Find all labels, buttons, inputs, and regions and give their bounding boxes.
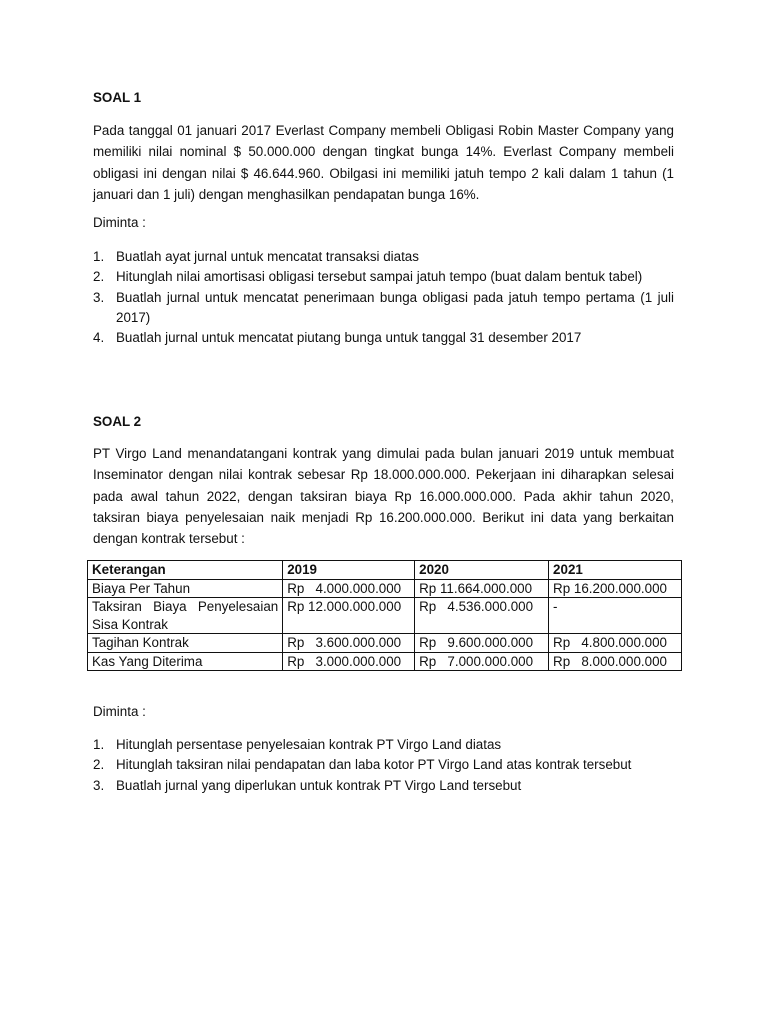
table-cell: Biaya Per Tahun: [88, 579, 283, 598]
list-text: Hitunglah nilai amortisasi obligasi tersebut sampai jatuh tempo (buat dalam bentuk tabel): [116, 269, 643, 285]
list-item: [93, 735, 674, 755]
soal1-diminta: Diminta :: [93, 215, 146, 230]
soal1-heading: SOAL 1: [93, 90, 142, 105]
table-header-cell: 2019: [283, 561, 415, 580]
table-cell: Rp 8.000.000.000: [549, 652, 682, 671]
table-cell: Rp 3.000.000.000: [283, 652, 415, 671]
list-number: 3.: [93, 289, 105, 305]
table-cell: Rp 11.664.000.000: [415, 579, 549, 598]
soal2-heading: SOAL 2: [93, 414, 142, 429]
list-number: 1.: [93, 737, 105, 752]
table-cell: Rp 16.200.000.000: [549, 579, 682, 598]
list-text: Hitunglah persentase penyelesaian kontrak PT Virgo Land diatas: [116, 737, 502, 752]
table-cell: Tagihan Kontrak: [88, 634, 283, 653]
list-text: Buatlah jurnal untuk mencatat penerimaan bunga obligasi pada jatuh tempo pertama (1 juli 2017): [116, 289, 674, 325]
table-cell: Rp 4.800.000.000: [549, 634, 682, 653]
contract-table: [87, 560, 682, 671]
table-header-row: [88, 561, 682, 580]
table-cell: Rp 9.600.000.000: [415, 634, 549, 653]
list-item: [93, 755, 674, 775]
list-number: 1.: [93, 249, 105, 264]
list-item: [93, 328, 674, 348]
soal1-paragraph: Pada tanggal 01 januari 2017 Everlast Company membeli Obligasi Robin Master Company yang memiliki nilai nominal $ 50.000.000 dengan tingkat bunga 14%. Everlast Company membeli obligasi ini dengan nilai $ 46.644.960. Obilgasi ini memiliki jatuh tempo 2 kali dalam 1 tahun (1 januari dan 1 juli) dengan menghasilkan pendapatan bunga 16%.: [93, 123, 674, 202]
list-number: 2.: [93, 269, 105, 285]
table-cell: Rp 3.600.000.000: [283, 634, 415, 653]
list-item: [93, 247, 674, 267]
list-text: Buatlah jurnal untuk mencatat piutang bunga untuk tanggal 31 desember 2017: [116, 330, 582, 346]
list-text: Hitunglah taksiran nilai pendapatan dan laba kotor PT Virgo Land atas kontrak tersebut: [116, 757, 632, 773]
list-item: [93, 288, 674, 329]
table-header-cell: 2020: [415, 561, 549, 580]
list-number: 3.: [93, 777, 105, 793]
table-row: [88, 598, 682, 634]
table-cell: Rp 4.536.000.000: [415, 598, 549, 634]
table-row: [88, 579, 682, 598]
table-cell: Rp 12.000.000.000: [283, 598, 415, 634]
list-text: Buatlah jurnal yang diperlukan untuk kontrak PT Virgo Land tersebut: [116, 777, 522, 793]
soal2-paragraph: PT Virgo Land menandatangani kontrak yang dimulai pada bulan januari 2019 untuk membuat Inseminator dengan nilai kontrak sebesar Rp 18.000.000.000. Pekerjaan ini diharapkan selesai pada awal tahun 2022, dengan taksiran biaya Rp 16.000.000.000. Pada akhir tahun 2020, taksiran biaya penyelesaian naik menjadi Rp 16.200.000.000. Berikut ini data yang berkaitan dengan kontrak tersebut :: [93, 446, 674, 547]
soal2-diminta: Diminta :: [93, 704, 146, 719]
table-cell: Kas Yang Diterima: [88, 652, 283, 671]
list-item: [93, 267, 674, 287]
table-row: [88, 634, 682, 653]
table-header-cell: 2021: [549, 561, 682, 580]
table-row: [88, 652, 682, 671]
soal1-task-list: [93, 247, 674, 348]
list-text: Buatlah ayat jurnal untuk mencatat transaksi diatas: [116, 249, 419, 264]
table-cell: Rp 4.000.000.000: [283, 579, 415, 598]
table-cell: -: [549, 598, 682, 634]
list-number: 4.: [93, 330, 105, 346]
list-item: [93, 776, 674, 796]
soal2-task-list: [93, 735, 674, 796]
list-number: 2.: [93, 757, 105, 773]
table-header-cell: Keterangan: [88, 561, 283, 580]
table-cell: Rp 7.000.000.000: [415, 652, 549, 671]
table-cell: Taksiran Biaya Penyelesaian Sisa Kontrak: [88, 598, 283, 634]
